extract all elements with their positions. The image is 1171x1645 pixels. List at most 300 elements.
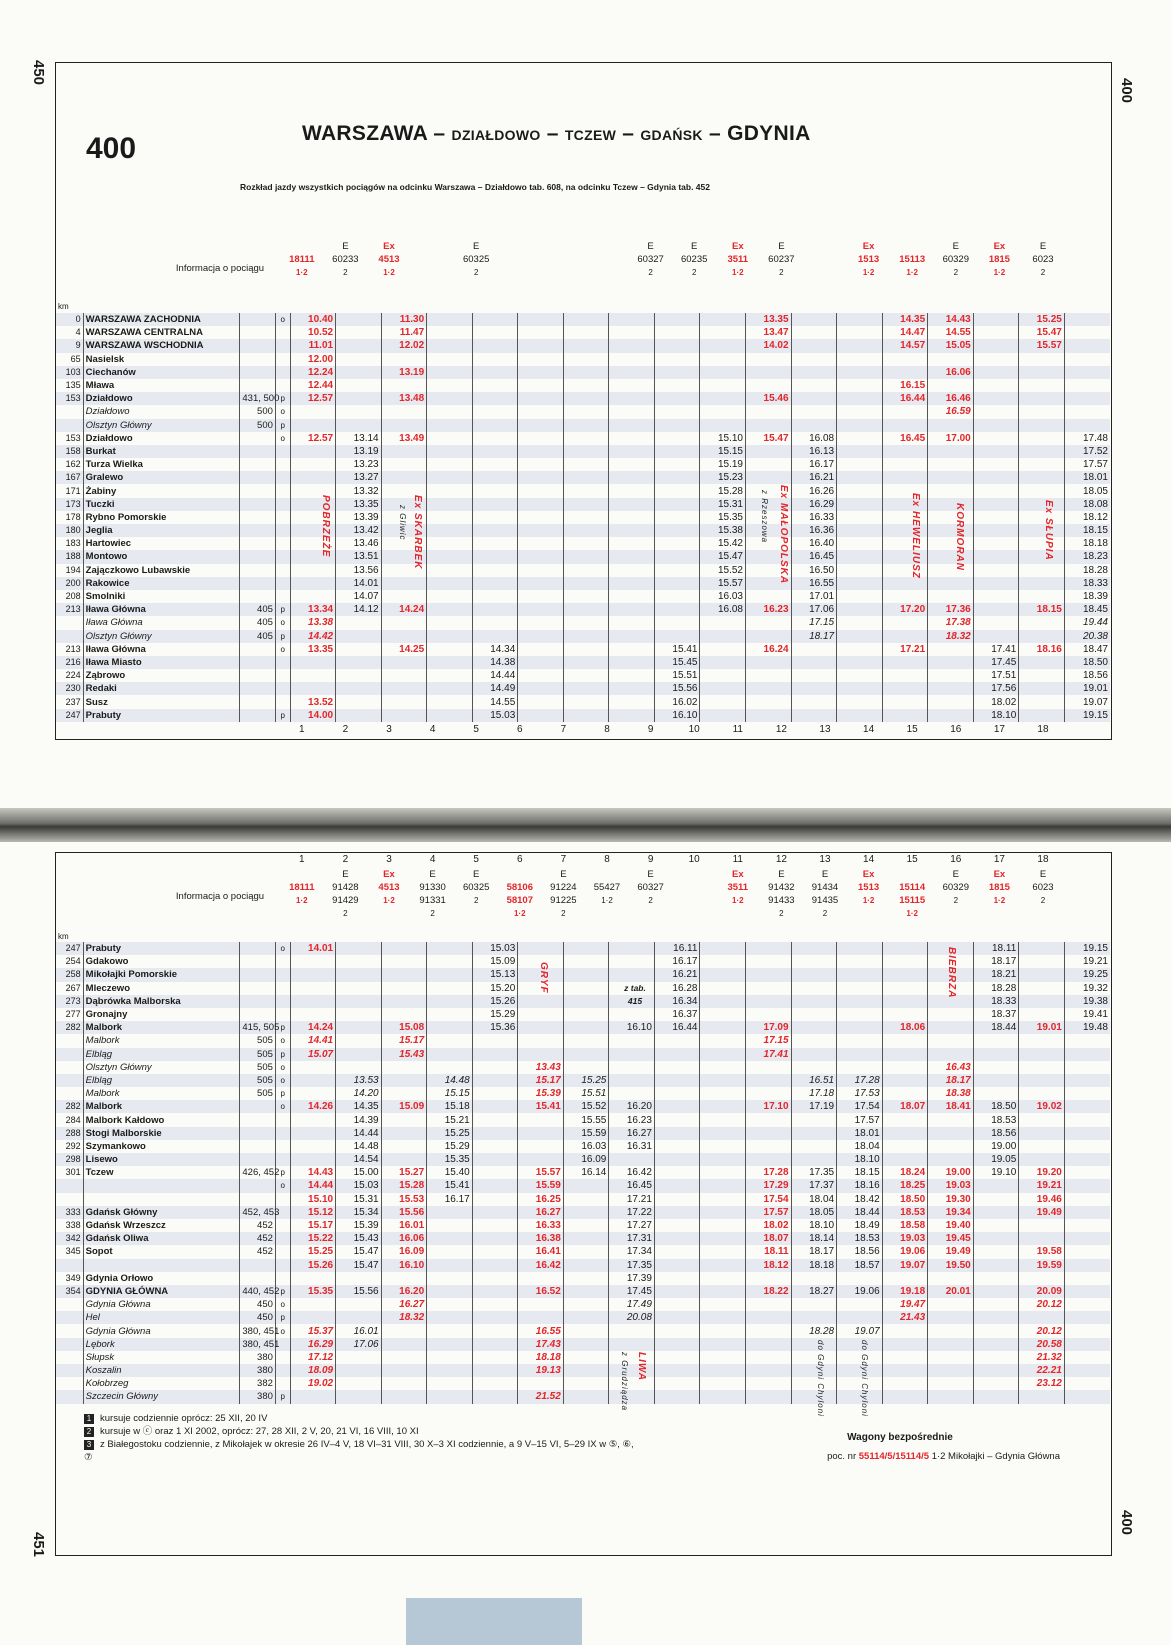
station-name: Jeglia [83,524,240,537]
time-cell [1064,1324,1110,1337]
station-name: Ząbrowo [83,669,240,682]
time-cell [746,1311,792,1324]
time-cell [563,1219,609,1232]
table-row [56,432,1110,445]
arr-dep-mark [275,695,290,708]
connecting-table-ref [240,1193,276,1206]
time-cell [427,1351,473,1364]
time-cell [609,313,655,326]
time-cell: 15.56 [336,1285,382,1298]
station-name: Burkat [83,445,240,458]
time-cell: 15.43 [336,1232,382,1245]
time-cell [1064,1206,1110,1219]
time-cell: 16.45 [882,432,928,445]
time-cell [472,484,518,497]
time-cell: 16.27 [609,1127,655,1140]
time-cell [746,353,792,366]
time-cell [609,524,655,537]
time-cell [563,656,609,669]
time-cell [700,669,746,682]
time-cell: 15.05 [928,339,974,352]
time-cell [381,1074,427,1087]
time-cell [791,366,837,379]
table-row [56,656,1110,669]
time-cell [427,432,473,445]
time-cell: 15.03 [336,1179,382,1192]
time-cell: 19.15 [1064,709,1110,722]
connecting-table-ref [240,445,276,458]
table-row [56,1311,1110,1324]
time-cell: 15.25 [427,1127,473,1140]
time-cell [518,1140,564,1153]
time-cell [472,1087,518,1100]
time-cell [973,405,1019,418]
time-cell: 19.58 [1019,1245,1065,1258]
time-cell [700,982,746,995]
column-number: 10 [688,724,700,735]
time-cell: 17.51 [973,669,1019,682]
time-cell [427,955,473,968]
time-cell [746,982,792,995]
time-cell [518,1113,564,1126]
time-cell: 18.28 [973,982,1019,995]
time-cell [973,603,1019,616]
table-row [56,366,1110,379]
time-cell [1064,379,1110,392]
km-cell [56,1087,83,1100]
time-cell [472,353,518,366]
time-cell [882,709,928,722]
arr-dep-mark [275,1351,290,1364]
time-cell: 17.00 [928,432,974,445]
time-cell [472,419,518,432]
train-column-header: 15113 1·2 [899,254,926,277]
time-cell [336,616,382,629]
time-cell [654,1390,700,1403]
time-cell: 13.43 [518,1061,564,1074]
arr-dep-mark [275,1193,290,1206]
time-cell: 13.39 [336,511,382,524]
station-name: Iława Miasto [83,656,240,669]
time-cell [1019,1311,1065,1324]
time-cell [609,1364,655,1377]
time-cell: 15.45 [654,656,700,669]
time-cell: 15.59 [518,1179,564,1192]
km-cell: 247 [56,942,83,955]
time-cell [746,458,792,471]
time-cell: 14.25 [381,643,427,656]
time-cell [700,1034,746,1047]
time-cell: 15.25 [563,1074,609,1087]
time-cell [472,432,518,445]
time-cell [427,603,473,616]
time-cell [427,1219,473,1232]
time-cell [654,1100,700,1113]
time-cell [654,326,700,339]
time-cell [746,669,792,682]
time-cell [472,590,518,603]
time-cell: 19.30 [928,1193,974,1206]
time-cell: 11.47 [381,326,427,339]
time-cell [427,537,473,550]
km-cell: 342 [56,1232,83,1245]
time-cell [837,564,883,577]
time-cell [837,630,883,643]
time-cell: 11.30 [381,313,427,326]
time-cell: 14.24 [381,603,427,616]
through-coaches-line: poc. nr 55114/5/15114/5 1·2 Mikołajki – Gdynia Główna [827,1451,1060,1462]
km-cell: 213 [56,603,83,616]
time-cell [1064,1351,1110,1364]
train-column-header: Ex 1815 1·2 [988,869,1010,905]
time-cell: 18.37 [973,1008,1019,1021]
time-cell [518,366,564,379]
time-cell [1019,1008,1065,1021]
km-cell: 345 [65,1246,81,1257]
time-cell [700,1179,746,1192]
time-cell [1019,550,1065,563]
time-cell: 16.51 [791,1074,837,1087]
km-cell: 162 [65,459,81,470]
connecting-table-ref [240,432,276,445]
connecting-table-ref [240,458,276,471]
time-cell [609,432,655,445]
station-name: Elbląg [83,1074,240,1087]
time-cell [518,392,564,405]
time-cell [1019,1390,1065,1403]
time-cell [746,656,792,669]
column-number: 15 [906,724,918,735]
time-cell: 15.03 [472,709,518,722]
time-cell [381,1008,427,1021]
time-cell: 19.44 [1064,616,1110,629]
train-column-header [542,240,586,266]
time-cell [563,458,609,471]
time-cell [654,1206,700,1219]
station-name: Gdańsk Główny [83,1206,240,1219]
time-cell: 16.08 [791,432,837,445]
time-cell: 17.18 [791,1087,837,1100]
time-cell: 13.52 [290,695,336,708]
time-cell [518,484,564,497]
station-name: Elbląg [83,1048,240,1061]
table-row [56,1153,1110,1166]
train-column-header: Ex 3511 1·2 [727,241,749,277]
time-cell [563,1061,609,1074]
time-cell: 18.39 [1064,590,1110,603]
time-cell [381,590,427,603]
time-cell [381,471,427,484]
time-cell [791,709,837,722]
time-cell [654,1127,700,1140]
time-cell [654,392,700,405]
connecting-table-ref [240,339,276,352]
train-name-heweliusz: Ex HEWELIUSZ [910,493,921,579]
time-cell [746,1061,792,1074]
time-cell [837,1272,883,1285]
station-name: Iława Główna [83,616,240,629]
connecting-table-ref [240,942,276,955]
time-cell: 18.17 [928,1074,974,1087]
time-cell: 18.45 [1064,603,1110,616]
time-cell [518,1127,564,1140]
time-cell [746,445,792,458]
time-cell [336,1377,382,1390]
time-cell [700,1113,746,1126]
time-cell: 18.32 [381,1311,427,1324]
time-cell [336,366,382,379]
time-cell: 15.41 [518,1100,564,1113]
time-cell: 15.36 [472,1021,518,1034]
station-name: Działdowo [83,405,240,418]
km-cell: 338 [65,1220,81,1231]
time-cell [518,709,564,722]
connecting-table-ref: 380 [240,1364,276,1377]
time-cell [609,656,655,669]
km-cell: 158 [56,445,83,458]
time-cell [700,366,746,379]
time-cell [928,656,974,669]
time-cell: 17.49 [609,1298,655,1311]
time-cell [472,1272,518,1285]
time-cell: 18.57 [837,1259,883,1272]
time-cell: 15.23 [700,471,746,484]
arr-dep-mark: o [275,942,290,955]
train-column-header: 15114 15115 1·2 [899,882,926,918]
time-cell [290,445,336,458]
time-cell [973,498,1019,511]
time-cell [746,682,792,695]
time-cell [791,982,837,995]
time-cell [928,1390,974,1403]
connecting-table-ref [240,1272,276,1285]
table-row [56,1364,1110,1377]
station-name: Gdynia Główna [83,1298,240,1311]
time-cell: 18.02 [746,1219,792,1232]
time-cell: 18.53 [882,1206,928,1219]
time-cell [973,524,1019,537]
time-cell [837,955,883,968]
train-column-header: Ex 1815 1·2 [988,241,1010,277]
arr-dep-mark [275,353,290,366]
time-cell [290,1272,336,1285]
time-cell: 17.54 [746,1193,792,1206]
time-cell: 16.03 [563,1140,609,1153]
time-cell: 21.43 [882,1311,928,1324]
time-cell: 13.34 [290,603,336,616]
time-cell [427,445,473,458]
time-cell [472,1298,518,1311]
station-name: Iława Główna [83,603,240,616]
time-cell [791,1127,837,1140]
time-cell [563,1232,609,1245]
time-cell: 14.44 [472,669,518,682]
time-cell [700,339,746,352]
time-cell [973,1219,1019,1232]
time-cell [882,590,928,603]
time-cell [928,511,974,524]
column-number: 18 [1037,854,1049,865]
time-cell [928,1021,974,1034]
train-column-header: Ex 1513 1·2 [858,869,880,905]
time-cell [427,1034,473,1047]
time-cell: 18.44 [973,1021,1019,1034]
time-cell [290,590,336,603]
time-cell [518,564,564,577]
time-cell: 14.54 [336,1153,382,1166]
time-cell [700,379,746,392]
time-cell: 19.21 [1064,955,1110,968]
time-cell [472,1390,518,1403]
time-cell: 22.21 [1019,1364,1065,1377]
time-cell: 13.35 [290,643,336,656]
arr-dep-mark: o [275,313,290,326]
time-cell [700,1140,746,1153]
time-cell: 16.44 [654,1021,700,1034]
station-name: Turza Wielka [83,458,240,471]
time-cell: 14.02 [746,339,792,352]
time-cell [654,1364,700,1377]
table-row [56,1034,1110,1047]
km-cell: 284 [65,1114,81,1125]
station-name: Rakowice [83,577,240,590]
time-cell: 17.28 [746,1166,792,1179]
time-cell: 16.14 [563,1166,609,1179]
time-cell [609,955,655,968]
time-cell: 16.01 [336,1324,382,1337]
station-name: Olsztyn Główny [83,630,240,643]
time-cell [518,1272,564,1285]
time-cell [472,524,518,537]
time-cell [290,1074,336,1087]
connecting-table-ref [240,682,276,695]
time-cell: 17.15 [791,616,837,629]
connecting-table-ref: 500 [240,405,276,418]
time-cell [837,656,883,669]
time-cell [882,458,928,471]
time-cell: 18.12 [746,1259,792,1272]
time-cell [1064,339,1110,352]
time-cell: 15.26 [472,995,518,1008]
time-cell [336,1272,382,1285]
time-cell [700,1298,746,1311]
km-cell [56,1364,83,1377]
footnote-3: 3 z Białegostoku codziennie, z Mikołajek w okresie 26 IV–4 V, 18 VI–31 VIII, 30 X–3 XI codziennie, a 9 V–15 VI, 5–29 IX w ⑤, ⑥, ⑦ [84,1439,634,1463]
time-cell [882,1324,928,1337]
time-cell [882,669,928,682]
table-row [56,1390,1110,1403]
train-column-header [498,240,542,266]
time-cell [336,392,382,405]
time-cell [381,1338,427,1351]
time-cell [1019,942,1065,955]
time-cell [882,1153,928,1166]
time-cell [837,982,883,995]
time-cell [427,484,473,497]
arr-dep-mark [275,458,290,471]
time-cell: 13.32 [336,484,382,497]
time-cell [472,1219,518,1232]
table-row [56,458,1110,471]
time-cell [1019,1272,1065,1285]
time-cell: 17.45 [973,656,1019,669]
time-cell [609,942,655,955]
time-cell [928,1008,974,1021]
connecting-table-ref: 505 [240,1087,276,1100]
time-cell: 13.23 [336,458,382,471]
time-cell [472,616,518,629]
time-cell: 19.02 [290,1377,336,1390]
time-cell: 16.46 [928,392,974,405]
time-cell [746,1364,792,1377]
time-cell [700,419,746,432]
time-cell [1019,982,1065,995]
time-cell: 17.15 [746,1034,792,1047]
time-cell: 19.50 [928,1259,974,1272]
time-cell: 17.29 [746,1179,792,1192]
table-row [56,616,1110,629]
time-cell: 18.08 [1064,498,1110,511]
time-cell [973,484,1019,497]
connecting-table-ref: 452 [240,1219,276,1232]
time-cell [472,379,518,392]
time-cell [381,1113,427,1126]
time-cell [563,1338,609,1351]
time-cell [791,353,837,366]
time-cell [882,1390,928,1403]
time-cell [837,353,883,366]
time-cell: 15.57 [518,1166,564,1179]
time-cell [563,1390,609,1403]
time-cell [973,1245,1019,1258]
time-cell [654,498,700,511]
time-cell [973,1087,1019,1100]
time-cell: 18.47 [1064,643,1110,656]
time-cell [700,616,746,629]
arr-dep-mark [275,326,290,339]
time-cell [381,1087,427,1100]
time-cell [563,695,609,708]
time-cell: 15.03 [472,942,518,955]
time-cell [654,1232,700,1245]
km-cell [56,1311,83,1324]
station-name: Słupsk [83,1351,240,1364]
arr-dep-mark: p [275,1311,290,1324]
time-cell: 12.57 [290,392,336,405]
time-cell [1064,1364,1110,1377]
time-cell: 15.31 [336,1193,382,1206]
time-cell: 16.38 [518,1232,564,1245]
time-cell [882,1113,928,1126]
arr-dep-mark: o [275,1034,290,1047]
time-cell: 23.12 [1019,1377,1065,1390]
time-cell [791,942,837,955]
from-gliwice-note: z Gliwic [398,505,407,541]
time-cell: 21.32 [1019,1351,1065,1364]
time-cell [700,1153,746,1166]
time-cell: 13.49 [381,432,427,445]
time-cell [381,353,427,366]
time-cell: 17.48 [1064,432,1110,445]
time-cell: 15.40 [427,1166,473,1179]
time-cell [472,392,518,405]
time-cell: 20.08 [609,1311,655,1324]
connecting-table-ref: 500 [240,419,276,432]
time-cell [563,326,609,339]
time-cell [928,550,974,563]
connecting-table-ref: 450 [240,1298,276,1311]
time-cell: 16.10 [654,709,700,722]
